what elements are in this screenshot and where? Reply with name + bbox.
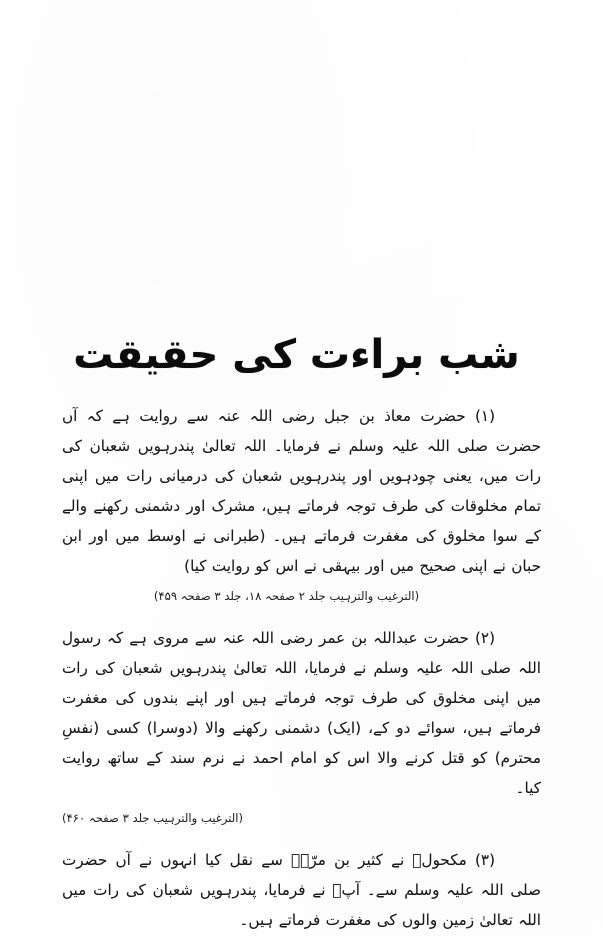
narration-paragraph-3: (۳) مکحولؒ نے کثیر بن مرّہؒ سے نقل کیا انہوں نے آں حضرت صلی اللہ علیہ وسلم سے۔ آپؐ نے فرمایا، پندرہویں شعبان کی رات میں اللہ تعالیٰ زمین والوں کی مغفرت فرماتے ہیں۔ [62,851,541,930]
citation-2: (الترغیب والترہیب جلد ۳ صفحہ ۴۶۰) [62,811,244,826]
narration-paragraph-2: (۲) حضرت عبداللہ بن عمر رضی اللہ عنہ سے مروی ہے کہ رسول اللہ صلی اللہ علیہ وسلم نے فرمایا، اللہ تعالیٰ پندرہویں شعبان کی رات میں اپنی مخلوق کی طرف توجہ فرماتے ہیں اور اپنے بندوں کی مغفرت فرماتے ہیں، سوائے دو کے، (ایک) دشمنی رکھنے والا (دوسرا) کسی (نفسِ محترم) کو قتل کرنے والا اس کو امام احمد نے نرم سند کے ساتھ روایت کیا۔ [62,629,541,798]
narration-paragraph-1: (۱) حضرت معاذ بن جبل رضی اللہ عنہ سے روایت ہے کہ آں حضرت صلی اللہ علیہ وسلم نے فرمایا۔ اللہ تعالیٰ پندرہویں شعبان کی رات میں، یعنی چودہویں اور پندرہویں شعبان کی درمیانی رات میں اپنی تمام مخلوقات کی طرف توجہ فرماتے ہیں، مشرک اور دشمنی رکھنے والے کے سوا مخلوق کی مغفرت فرماتے ہیں۔ (طبرانی نے اوسط میں اور ابن حبان نے اپنی صحیح میں اور بیہقی نے اس کو روایت کیا) [62,407,541,576]
page-title: شب براءت کی حقیقت [73,332,520,378]
document-content [62,330,541,939]
citation-1: (الترغیب والترہیب جلد ۲ صفحہ ۱۸، جلد ۳ صفحہ ۴۵۹) [153,589,420,604]
